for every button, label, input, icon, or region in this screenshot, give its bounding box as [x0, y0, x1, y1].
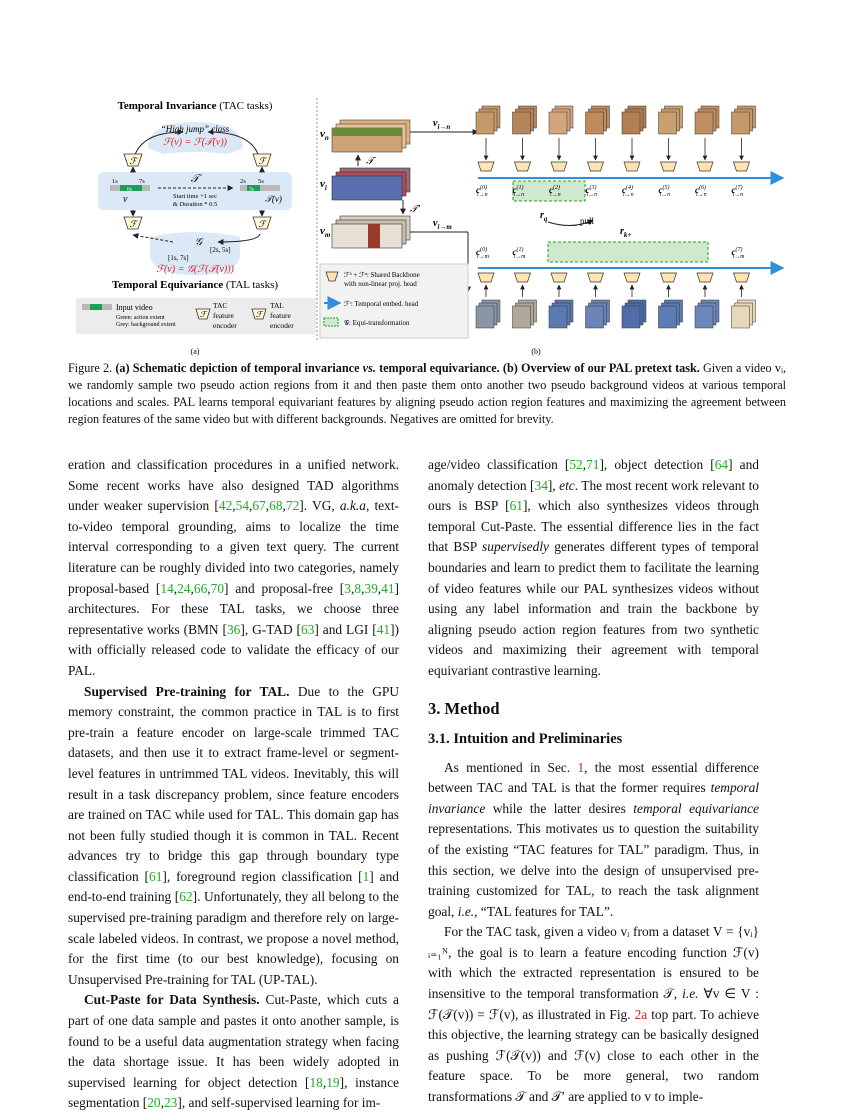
legend-backbone: ℱᵇ + ℱⁿ: Shared Backbone: [344, 271, 420, 279]
feature-label: $c^{(7)}$ i→m: [731, 247, 745, 260]
bottom-clip: [549, 300, 573, 328]
bottom-clip: [695, 300, 719, 328]
legend-tal: TAL: [270, 301, 284, 310]
panel-a-bottom-title: Temporal Equivariance: [111, 279, 224, 291]
label-T: 𝒯: [190, 173, 200, 185]
paragraph: As mentioned in Sec. 1, the most essential difference between TAC and TAL is that the former requires temporal invariance while the latter desires temporal equivariance representations. This motivates us to question the suitability of the existing “TAC features for TAL” paradigm. Thus, in this section, we delve into the design of unsupervised pre-training customized for TAL, to reach the task alignment goal, i.e., “TAL features for TAL”.: [428, 759, 759, 919]
section-heading: 3. Method: [428, 698, 500, 718]
bottom-encoder-icon: [661, 273, 677, 282]
svg-text:ℱ: ℱ: [258, 156, 266, 166]
bottom-clip: [513, 300, 537, 328]
equivariance-equation: ℱ(v) = 𝒢(ℱ(𝒯(v))): [156, 264, 234, 275]
bottom-encoder-icon: [588, 273, 604, 282]
tal-encoder-icon: [124, 217, 142, 229]
label-rk: r: [620, 226, 624, 237]
segment-6s: 6s: [127, 186, 132, 193]
feature-label: $c^{(3)}$ i→n: [585, 185, 598, 198]
feature-label: $c^{(0)}$ i→n: [476, 185, 488, 198]
svg-text:vn: $v_n$: [320, 128, 329, 142]
tick-5s: 5s: [258, 178, 264, 185]
top-clip: [513, 106, 537, 134]
legend-tac: encoder: [213, 321, 237, 330]
svg-text:rq: $r_q$: [540, 210, 548, 223]
bottom-clips-row: [476, 273, 756, 328]
panel-a: [76, 100, 316, 356]
bottom-encoder-icon: [697, 273, 713, 282]
bottom-encoder-icon: [551, 273, 567, 282]
bottom-clip: [732, 300, 756, 328]
bottom-clip: [476, 300, 500, 328]
panel-a-bottom-title-suffix: (TAL tasks): [223, 279, 279, 291]
label-vi-to-m: v: [433, 218, 438, 229]
feature-label: $c^{(0)}$ i→m: [476, 247, 489, 260]
legend-tac: feature: [213, 311, 234, 320]
panel-a-label: (a): [190, 347, 200, 356]
paragraph: age/video classification [52,71], object detection [64] and anomaly detection [34], etc. The most recent work relevant to ours is BSP [61], which also synthesizes videos through temporal Cut-Paste. The essential difference lies in the fact that BSP supervisedly generates different types of temporal boundaries and learn to predict them to facilitate the learning of video features while our PAL synthesizes videos without using any label information and train the backbone by aligning pseudo action region features from two synthetic videos and maximizing their agreement with temporal equivariant contrastive learning.: [428, 457, 759, 678]
svg-text:vm: $v_m$: [320, 225, 331, 239]
label-G: 𝒢: [195, 237, 203, 248]
bottom-clip: [622, 300, 646, 328]
label-vn: v: [320, 128, 325, 140]
legend-tac: TAC: [213, 301, 228, 310]
legend-action-swatch: [90, 304, 102, 310]
top-encoder-icon: [661, 162, 677, 171]
feature-label: $c^{(1)}$ i→n: [512, 185, 525, 198]
legend-tal: feature: [270, 311, 291, 320]
top-clip: [732, 106, 756, 134]
interval-2s-5s: [2s, 5s]: [210, 246, 231, 254]
top-encoder-icon: [697, 162, 713, 171]
bottom-encoder-icon: [478, 273, 494, 282]
bottom-clip: [586, 300, 610, 328]
panel-a-title-suffix: (TAC tasks): [216, 100, 273, 112]
top-feature-labels: [476, 184, 743, 198]
right-column: [428, 455, 759, 1108]
label-vi-to-n: v: [433, 118, 438, 129]
tal-encoder-icon: [253, 217, 271, 229]
panel-b: [320, 106, 783, 356]
tac-encoder-icon: [124, 154, 142, 166]
start-time-note: Start time +1 sec: [173, 193, 217, 200]
legend-tal: encoder: [270, 321, 294, 330]
legend-backbone-2: with non-linear proj. head: [344, 280, 417, 288]
svg-text:Temporal Equivariance (TAL tas: [112, 279, 278, 291]
equi-icon: [324, 318, 338, 326]
paragraph-heading: Cut-Paste for Data Synthesis.: [84, 992, 260, 1008]
legend-green: Green: action extent: [116, 315, 165, 321]
top-encoder-icon: [588, 162, 604, 171]
label-Tv: 𝒯(v): [265, 194, 282, 204]
top-encoder-icon: [478, 162, 494, 171]
video-stack-vn: [332, 120, 410, 152]
paragraph: Supervised Pre-training for TAL. Due to the GPU memory constraint, the common practice in TAL is to first pre-train a feature encoder on large-scale trimmed TAC datasets, and then use it to extract frame-level or segment-level features in untrimmed TAL videos. Inevitably, this will result in a task discrepancy problem, since feature encoders are trained on TAC while used for TAL. This domain gap has not been fully studied though it is common in TAL. Recent advances try to bridge this gap through boundary type classification [61], foreground region classification [1] and end-to-end training [62]. Unfortunately, they all belong to the supervised pre-training paradigm and therefore rely on large-scale labeled videos. In contrast, we propose a novel method, for the first time (to our best knowledge), focusing on Unsupervised Pre-training for TAL (UP-TAL).: [68, 683, 400, 987]
top-clip: [659, 106, 683, 134]
label-vi: v: [320, 178, 325, 190]
svg-text:ℱ: ℱ: [129, 156, 137, 166]
paragraph: For the TAC task, given a video vᵢ from a dataset V = {vᵢ}ᵢ₌₁ᴺ, the goal is to learn a feature encoding function ℱ(v) with which the extracted representation is ensured to be insensitive to the temporal transformation 𝒯, i.e. ∀v ∈ V : ℱ(𝒯(v)) = ℱ(v), as illustrated in Fig. 2a top part. To achieve this objective, the learning strategy can be basically designed as pushing ℱ(𝒯(v)) and ℱ(v) close to each other in the feature space. To be more general, two random transformations 𝒯 and 𝒯′ are applied to v to imple-: [428, 924, 760, 1105]
duration-note: & Duration * 0.5: [172, 201, 218, 208]
figure-caption: Figure 2. (a) Schematic depiction of temporal invariance vs. temporal equivariance. (b) Overview of our PAL pretext task. Given a video vᵢ, we randomly sample two pseudo action regions from it and then paste them onto another two pseudo background videos at various temporal locations and scales. PAL learns temporal equivariant features by aligning pseudo action region features and maximizing the agreement between region features of the same video but with different backgrounds. Negatives are omitted for brevity.: [68, 361, 786, 426]
figure-2: [68, 92, 788, 362]
feature-label: $c^{(7)}$ i→n: [731, 185, 744, 198]
top-clip: [586, 106, 610, 134]
paragraph: Cut-Paste for Data Synthesis. Cut-Paste, which cuts a part of one data sample and pastes it onto another sample, is found to be a useful data augmentation strategy when facing the data shortage issue. It has been widely adopted in supervised learning for object detection [18,19], instance segmentation [20,23], and self-supervised learning for im-: [68, 992, 399, 1111]
top-clips-row: [476, 106, 756, 171]
top-clip: [549, 106, 573, 134]
segment-3s: 3s: [249, 186, 254, 193]
svg-text:ℱ: ℱ: [199, 310, 207, 319]
bottom-encoder-icon: [515, 273, 531, 282]
panel-a-title: Temporal Invariance: [117, 100, 217, 112]
top-clip: [622, 106, 646, 134]
label-T: 𝒯: [366, 156, 374, 167]
top-encoder-icon: [551, 162, 567, 171]
top-encoder-icon: [734, 162, 750, 171]
top-clip: [476, 106, 500, 134]
top-encoder-icon: [515, 162, 531, 171]
subsection-heading: 3.1. Intuition and Preliminaries: [428, 730, 623, 747]
svg-text:rk+: $r_{k+}$: [620, 226, 632, 239]
bottom-clip: [659, 300, 683, 328]
legend-input-video: Input video: [116, 303, 153, 312]
label-T-prime: 𝒯′: [410, 204, 420, 215]
legend-grey: Grey: background extent: [116, 322, 176, 328]
svg-text:vi→n: $v_{i\to n}$: [433, 118, 451, 131]
legend-temporal: ℱᵗ: Temporal embed. head: [344, 300, 419, 308]
left-column: [68, 455, 399, 1114]
paragraph-heading: Supervised Pre-training for TAL.: [84, 683, 290, 699]
svg-text:ℱ: ℱ: [258, 219, 266, 229]
top-clip: [695, 106, 719, 134]
interval-1s-7s: [1s, 7s]: [168, 254, 189, 262]
feature-label: $c^{(1)}$ i→m: [512, 247, 526, 260]
feature-label: $c^{(4)}$ i→n: [622, 185, 634, 198]
feature-label: $c^{(5)}$ i→n: [658, 185, 671, 198]
tac-encoder-icon: [253, 154, 271, 166]
label-vm: v: [320, 225, 325, 237]
svg-text:ℱ: ℱ: [129, 219, 137, 229]
tick-1s: 1s: [112, 178, 118, 185]
panel-b-label: (b): [531, 347, 541, 356]
tick-2s: 2s: [240, 178, 246, 185]
bottom-equi-box: [548, 242, 708, 262]
svg-text:Temporal Invariance (TAC tasks: [118, 100, 273, 112]
class-label: “High jump” class: [160, 124, 230, 134]
bottom-encoder-icon: [734, 273, 750, 282]
feature-label: $c^{(2)}$ i→n: [549, 185, 561, 198]
label-rq: r: [540, 210, 544, 221]
video-stack-vm: [332, 216, 410, 248]
legend-g: 𝒢: Equi-transformation: [344, 319, 410, 327]
svg-text:ℱ: ℱ: [255, 310, 263, 319]
top-encoder-icon: [624, 162, 640, 171]
paragraph: eration and classification procedures in a unified network. Some recent works have also designed TAD algorithms under weaker supervision [42,54,67,68,72]. VG, a.k.a, text-to-video temporal grounding, aims to localize the time interval corresponding to a given text query. The current literature can be roughly divided into two categories, namely proposal-based [14,24,66,70] and proposal-free [3,8,39,41] architectures. For these TAL tasks, we choose three representative works (BMN [36], G-TAD [63] and LGI [41]) with officially released code to validate the efficacy of our PAL.: [68, 457, 400, 678]
invariance-equation: ℱ(v) = ℱ(𝒯(v)): [163, 137, 227, 148]
video-stack-vi: [332, 168, 410, 200]
pull-label: pull: [580, 216, 595, 226]
feature-label: $c^{(6)}$ i→n: [695, 185, 707, 198]
svg-text:vi→m: $v_{i\to m}$: [433, 218, 452, 231]
bottom-encoder-icon: [624, 273, 640, 282]
label-v: v: [123, 194, 128, 205]
tick-7s: 7s: [139, 178, 145, 185]
svg-text:vi: $v_i$: [320, 178, 327, 192]
